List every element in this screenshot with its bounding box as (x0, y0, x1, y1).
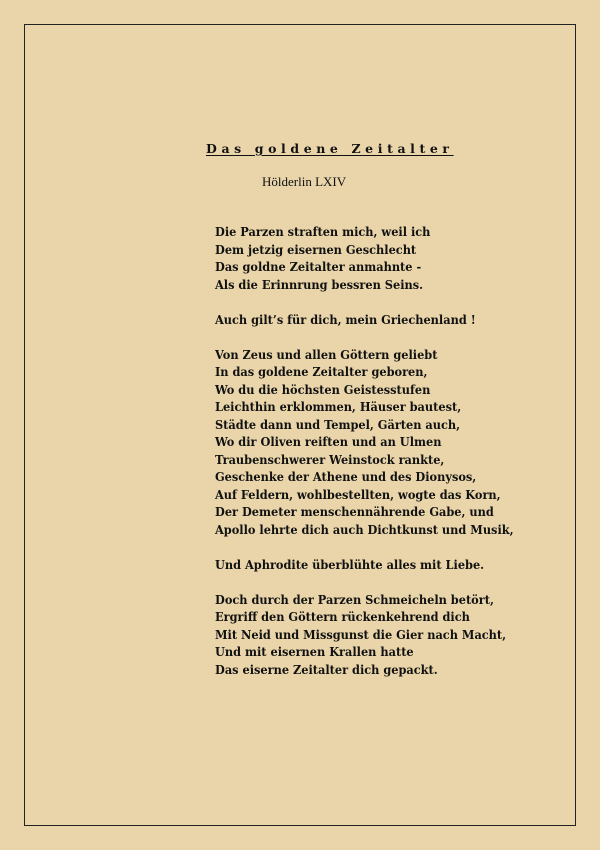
poem-line: Städte dann und Tempel, Gärten auch, (215, 417, 461, 432)
poem-line: Leichthin erklommen, Häuser bautest, (215, 400, 462, 414)
poem-line: Dem jetzig eisernen Geschlecht (215, 242, 417, 257)
poem-line: Und Aphrodite überblühte alles mit Liebe. (215, 557, 485, 572)
poem-line: Auch gilt’s für dich, mein Griechenland ! (215, 312, 476, 327)
stanza (215, 347, 555, 540)
stanza (215, 224, 555, 294)
poem-line: Von Zeus und allen Göttern geliebt (215, 347, 438, 362)
poem-line: Ergriff den Göttern rückenkehrend dich (215, 610, 470, 624)
poem-line: Das eiserne Zeitalter dich gepackt. (215, 662, 438, 677)
poem-line: Traubenschwerer Weinstock rankte, (215, 452, 445, 467)
stanza (215, 312, 555, 330)
poem-line: Apollo lehrte dich auch Dichtkunst und Musik, (215, 522, 514, 537)
poem-line: Auf Feldern, wohlbestellten, wogte das Korn, (215, 487, 501, 502)
poem-line: Mit Neid und Missgunst die Gier nach Macht, (215, 627, 507, 642)
poem-line: Wo dir Oliven reiften und an Ulmen (215, 435, 442, 449)
poem-line: Doch durch der Parzen Schmeicheln betört, (215, 592, 494, 607)
poem-line: Das goldne Zeitalter anmahnte - (215, 260, 422, 274)
poem-line: Wo du die höchsten Geistesstufen (215, 382, 431, 397)
poem-line: Der Demeter menschennährende Gabe, und (215, 505, 494, 519)
poem-body (215, 224, 555, 697)
poem-line: Als die Erinnrung bessren Seins. (215, 277, 424, 292)
poem-author: Hölderlin LXIV (262, 174, 347, 189)
stanza (215, 557, 555, 575)
poem-line: Die Parzen straften mich, weil ich (215, 225, 431, 239)
stanza (215, 592, 555, 680)
poem-line: Geschenke der Athene und des Dionysos, (215, 470, 477, 484)
poem-line: Und mit eisernen Krallen hatte (215, 645, 414, 659)
poem-title: Das goldene Zeitalter (206, 141, 454, 156)
poem-line: In das goldene Zeitalter geboren, (215, 365, 428, 379)
